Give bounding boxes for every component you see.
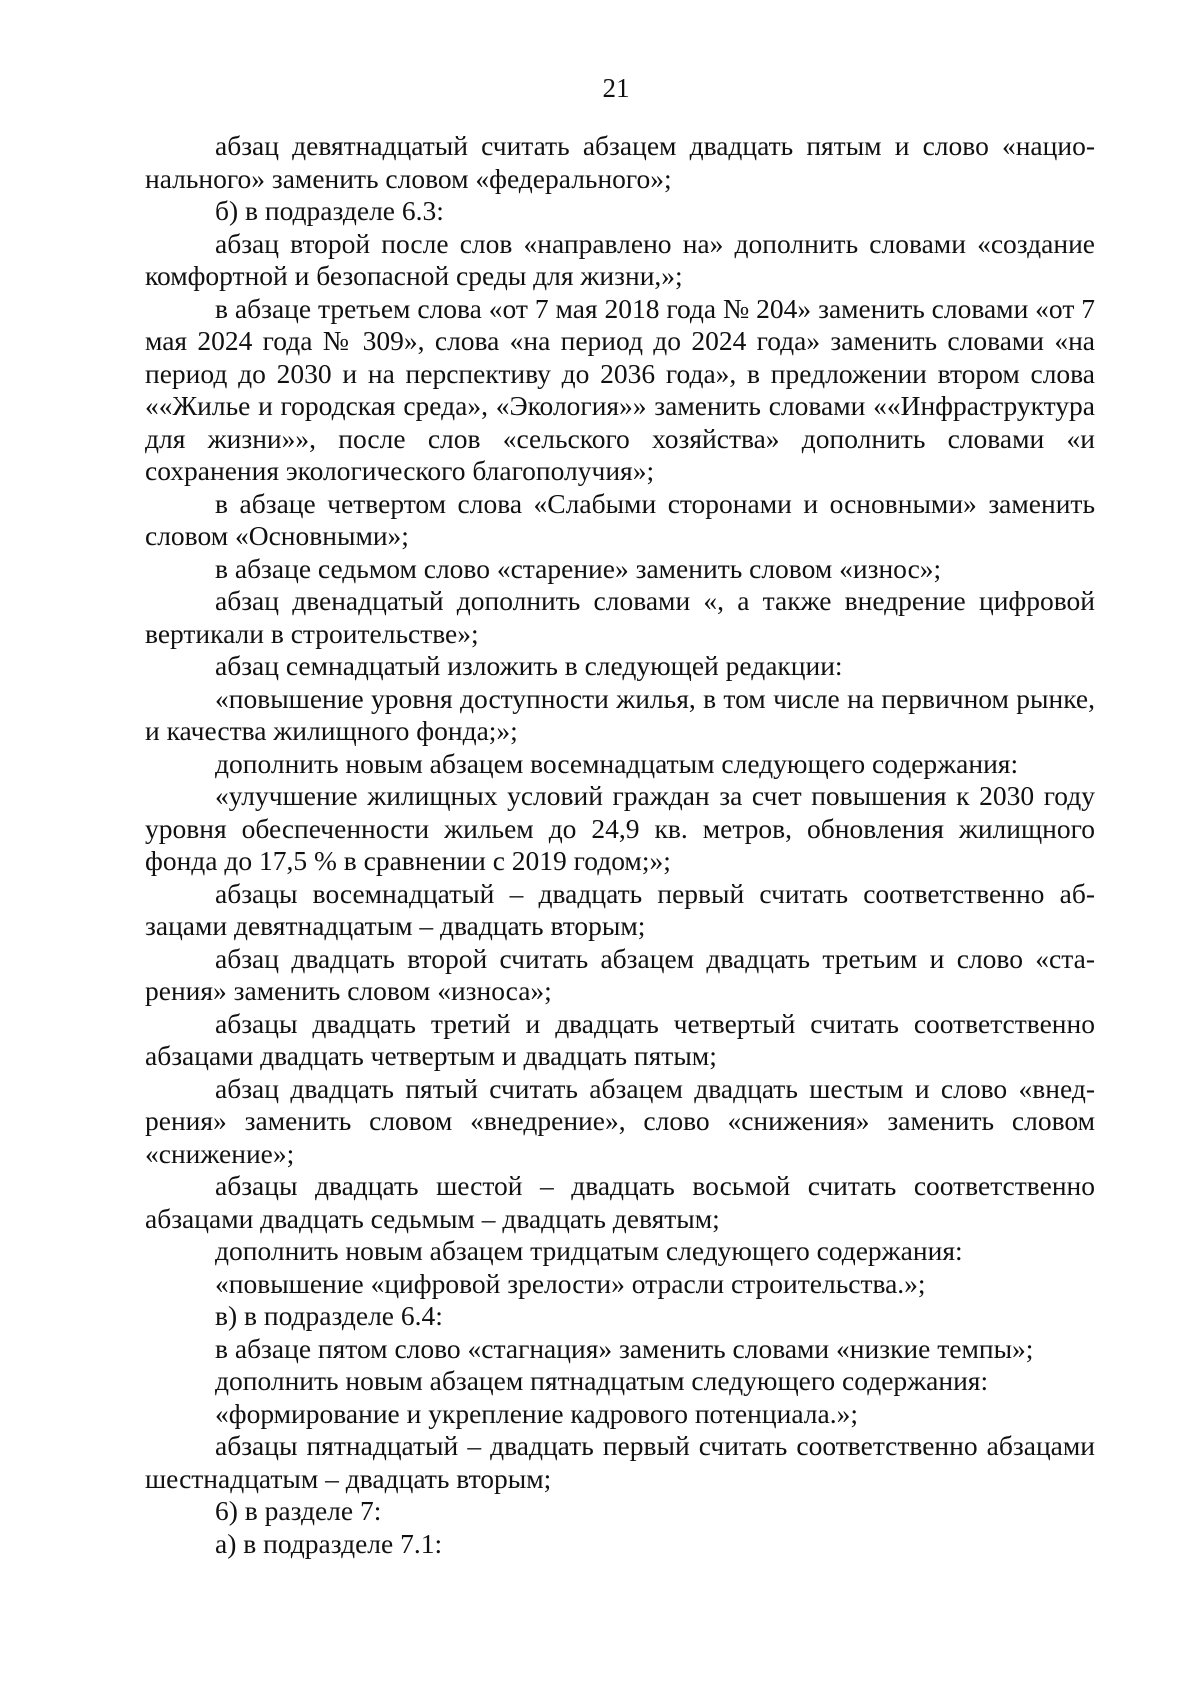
paragraph: в абзаце третьем слова «от 7 мая 2018 года № 204» заменить словами «от 7 мая 2024 года № 309», слова «на период до 2024 года» заменить словами «на период до 2030 и на перспективу до 2036 года», в предложении втором слова ««Жилье и городская среда», «Экология»» заменить словами ««Инфраструктура для жизни»», после слов «сельского хозяйства» дополнить словами «и сохранения экологического благополучия»; [145, 292, 1095, 486]
paragraph: абзац двадцать пятый считать абзацем двадцать шестым и слово «внедрения» заменить словом «внедрение», слово «снижения» заменить словом «снижение»; [145, 1072, 1095, 1169]
paragraph: абзац семнадцатый изложить в следующей редакции: [215, 650, 843, 681]
paragraph: абзацы пятнадцатый – двадцать первый считать соответственно абзацами шестнадцатым – двадцать вторым; [145, 1430, 1095, 1494]
page-number: 21 [602, 73, 630, 103]
paragraph: «повышение «цифровой зрелости» отрасли строительства.»; [215, 1267, 926, 1299]
paragraph: а) в подразделе 7.1: [215, 1527, 443, 1559]
paragraph: абзацы двадцать шестой – двадцать восьмой считать соответственно абзацами двадцать седьмым – двадцать девятым; [145, 1170, 1095, 1234]
paragraph: дополнить новым абзацем восемнадцатым следующего содержания: [215, 747, 1019, 779]
paragraph: абзацы двадцать третий и двадцать четвертый считать соответственно абзацами двадцать четвертым и двадцать пятым; [145, 1007, 1095, 1071]
paragraph: абзац двадцать второй считать абзацем двадцать третьим и слово «старения» заменить словом «износа»; [145, 942, 1095, 1006]
document-body [145, 130, 1095, 1560]
paragraph: в абзаце седьмом слово «старение» заменить словом «износ»; [215, 552, 942, 584]
paragraph: б) в подразделе 6.3: [215, 195, 444, 226]
paragraph: «повышение уровня доступности жилья, в том числе на первичном рынке, и качества жилищного фонда;»; [145, 682, 1095, 746]
paragraph: абзац двенадцатый дополнить словами «, а также внедрение цифровой вертикали в строительстве»; [145, 585, 1095, 649]
paragraph: абзац второй после слов «направлено на» дополнить словами «создание комфортной и безопасной среды для жизни,»; [145, 227, 1095, 291]
paragraph: «улучшение жилищных условий граждан за счет повышения к 2030 году уровня обеспеченности жильем до 24,9 кв. метров, обновления жилищного фонда до 17,5 % в сравнении с 2019 годом;»; [145, 780, 1095, 876]
paragraph: дополнить новым абзацем пятнадцатым следующего содержания: [215, 1365, 989, 1396]
paragraph: «формирование и укрепление кадрового потенциала.»; [215, 1397, 858, 1429]
paragraph: дополнить новым абзацем тридцатым следующего содержания: [215, 1235, 963, 1266]
paragraph: абзацы восемнадцатый – двадцать первый считать соответственно абзацами девятнадцатым – двадцать вторым; [145, 877, 1095, 941]
paragraph: 6) в разделе 7: [215, 1495, 382, 1526]
paragraph: в абзаце пятом слово «стагнация» заменить словами «низкие темпы»; [215, 1332, 1034, 1364]
paragraph: в абзаце четвертом слова «Слабыми сторонами и основными» заменить словом «Основными»; [145, 487, 1095, 551]
paragraph: в) в подразделе 6.4: [215, 1300, 443, 1331]
paragraph: абзац девятнадцатый считать абзацем двадцать пятым и слово «национального» заменить словом «федерального»; [145, 130, 1095, 194]
